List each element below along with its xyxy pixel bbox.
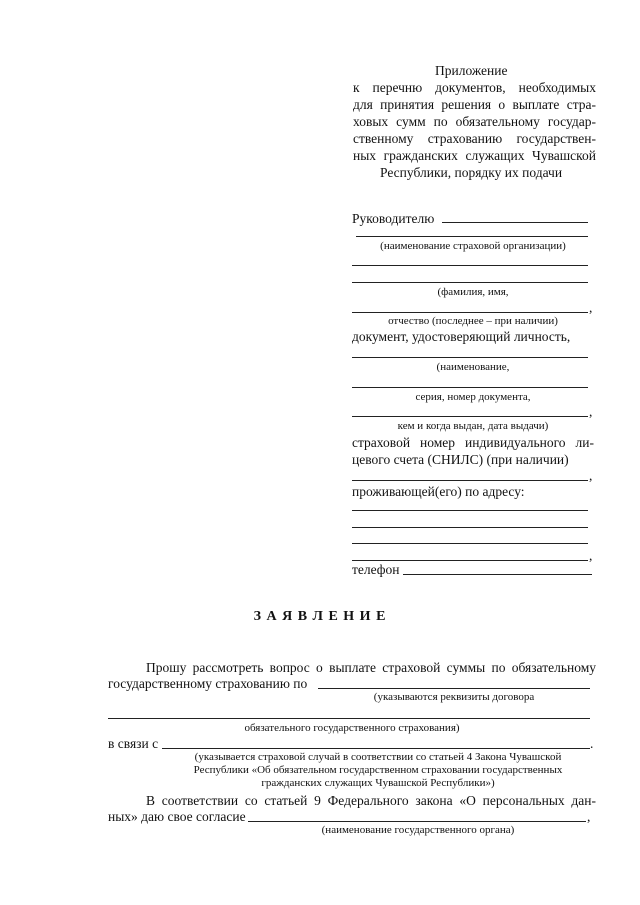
appendix-line: к перечню документов, необходимых xyxy=(353,80,596,95)
statement-para2-line2: ных» даю свое согласие xyxy=(108,809,246,824)
snils-label-line2: цевого счета (СНИЛС) (при наличии) xyxy=(352,452,569,467)
applicant-field-1[interactable] xyxy=(352,265,588,266)
case-caption-2: Республики «Об обязательном государственном страховании государственных xyxy=(193,764,563,776)
insurer-caption: (наименование страховой организации) xyxy=(380,240,566,252)
head-name-field[interactable] xyxy=(442,222,588,223)
doc-name-field[interactable] xyxy=(352,357,588,358)
insurer-name-field[interactable] xyxy=(356,236,588,237)
case-caption-3: гражданских служащих Чувашской Республики») xyxy=(261,777,495,789)
doc-issued-caption: кем и когда выдан, дата выдачи) xyxy=(397,420,549,432)
doc-series-caption: серия, номер документа, xyxy=(415,391,531,403)
appendix-last-line: Республики, порядку их подачи xyxy=(380,165,563,180)
comma: , xyxy=(589,300,593,315)
in-connection-label: в связи с xyxy=(108,736,159,751)
phone-field[interactable] xyxy=(403,574,592,575)
address-field-1[interactable] xyxy=(352,510,588,511)
address-field-3[interactable] xyxy=(352,543,588,544)
appendix-line: ных гражданских служащих Чувашской xyxy=(353,148,596,163)
case-caption-1: (указывается страховой случай в соответствии со статьей 4 Закона Чувашской xyxy=(194,751,562,763)
address-field-2[interactable] xyxy=(352,527,588,528)
doc-series-field[interactable] xyxy=(352,387,588,388)
comma: , xyxy=(587,809,591,824)
applicant-field-2[interactable] xyxy=(352,282,588,283)
appendix-line: ховых сумм по обязательному государ- xyxy=(353,114,596,129)
appendix-title: Приложение xyxy=(435,63,508,78)
contract-details-field[interactable] xyxy=(318,688,590,689)
patronymic-caption: отчество (последнее – при наличии) xyxy=(388,315,558,327)
snils-field[interactable] xyxy=(352,480,588,481)
comma: , xyxy=(589,404,593,419)
authority-caption: (наименование государственного органа) xyxy=(321,824,515,836)
name-caption: (фамилия, имя, xyxy=(437,286,509,298)
statement-para2-line1: В соответствии со статьей 9 Федерального закона «О персональных дан- xyxy=(146,793,596,808)
doc-name-caption: (наименование, xyxy=(436,361,510,373)
comma: , xyxy=(589,468,593,483)
head-label: Руководителю xyxy=(352,211,435,226)
contract-details-field-2[interactable] xyxy=(108,718,590,719)
authority-field[interactable] xyxy=(248,821,586,822)
statement-para1-line2: государственному страхованию по xyxy=(108,676,308,691)
appendix-line: для принятия решения о выплате стра- xyxy=(353,97,596,112)
id-doc-label: документ, удостоверяющий личность, xyxy=(352,329,571,344)
phone-label: телефон xyxy=(352,562,400,577)
comma: , xyxy=(589,548,593,563)
statement-title: З А Я В Л Е Н И Е xyxy=(253,609,387,624)
contract-caption: (указываются реквизиты договора xyxy=(373,691,535,703)
snils-label-line1: страховой номер индивидуального ли- xyxy=(352,435,594,450)
insured-event-field[interactable] xyxy=(162,748,590,749)
appendix-line: ственному страхованию государствен- xyxy=(353,131,596,146)
statement-para1-line1: Прошу рассмотреть вопрос о выплате страховой суммы по обязательному xyxy=(146,660,596,675)
contract-caption-2: обязательного государственного страхования) xyxy=(244,722,460,734)
patronymic-field[interactable] xyxy=(352,312,588,313)
address-label: проживающей(его) по адресу: xyxy=(352,484,525,499)
period: . xyxy=(590,736,594,751)
doc-issued-field[interactable] xyxy=(352,416,588,417)
